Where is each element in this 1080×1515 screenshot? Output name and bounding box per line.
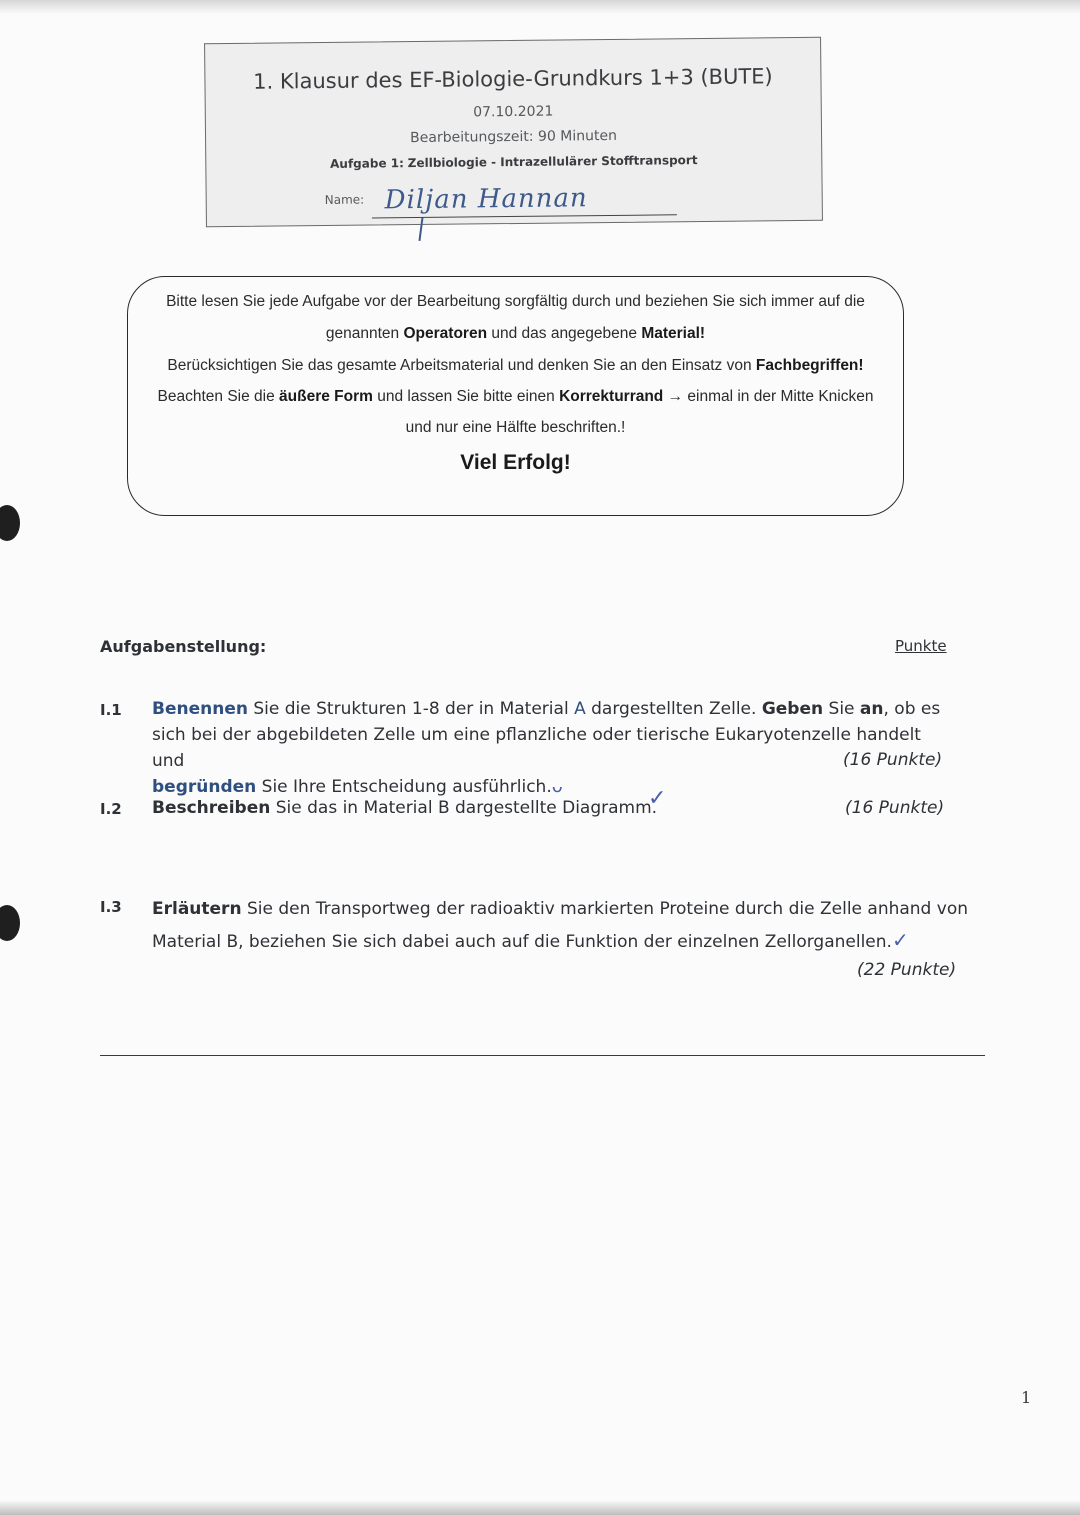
text: Berücksichtigen Sie das gesamte Arbeitsmaterial und denken Sie an den Einsatz von — [167, 357, 756, 374]
task-1-text — [152, 696, 952, 800]
instruction-line-2 — [128, 325, 903, 343]
page-edge-top — [0, 0, 1080, 14]
operator: Benennen — [152, 699, 248, 719]
check-mark-icon: ✓ — [648, 786, 667, 811]
handwritten-name: Diljan Hannan — [384, 183, 588, 216]
grader-hook-icon: ᴗ — [551, 776, 563, 797]
material-ref: A — [574, 699, 586, 719]
task-points: (16 Punkte) — [845, 798, 945, 818]
text: Sie — [823, 699, 860, 719]
text: dargestellten Zelle. — [585, 699, 762, 719]
text: und lassen Sie bitte einen — [372, 388, 560, 405]
exam-topic — [206, 152, 821, 172]
exam-header — [204, 37, 823, 227]
text: Sie den Transportweg der radioaktiv markierten Proteine durch die Zelle anhand von — [241, 899, 968, 919]
points-heading: Punkte — [895, 637, 947, 655]
task-points: (22 Punkte) — [857, 960, 957, 980]
operator: Geben — [761, 699, 824, 719]
instruction-line-5: und nur eine Hälfte beschriften.! — [405, 419, 626, 436]
operator: Beschreiben — [152, 798, 271, 818]
text: , ob es — [883, 699, 941, 719]
exam-date: 07.10.2021 — [473, 103, 554, 121]
task-points: (16 Punkte) — [843, 750, 943, 770]
exam-duration: Bearbeitungszeit: 90 Minuten — [410, 127, 618, 147]
instruction-line-1: Bitte lesen Sie jede Aufgabe vor der Bearbeitung sorgfältig durch und beziehen Sie sich immer auf die — [166, 293, 865, 310]
exam-title: 1. Klausur des EF-Biologie-Grundkurs 1+3 (BUTE) — [253, 64, 773, 94]
task-line — [152, 925, 1012, 958]
signature-stroke — [418, 217, 423, 241]
punch-hole-icon — [0, 905, 20, 941]
page-number: 1 — [1021, 1388, 1032, 1407]
emphasis-fachbegriffe: Fachbegriffen! — [755, 357, 864, 374]
text: Material B, beziehen Sie sich dabei auch auf die Funktion der einzelnen Zellorganellen. — [152, 932, 892, 952]
task-line — [152, 696, 952, 722]
task-number: I.3 — [100, 898, 122, 916]
instruction-line-4 — [128, 388, 903, 406]
instructions-box — [127, 276, 904, 516]
instruction-line-3 — [128, 357, 903, 375]
operator: begründen — [152, 777, 257, 797]
text: und das angegebene — [487, 325, 642, 342]
operator: Erläutern — [152, 899, 242, 919]
check-mark-icon: ✓ — [891, 928, 909, 952]
task-number: I.2 — [100, 800, 122, 818]
text: Sie die Strukturen 1-8 der in Material — [247, 699, 575, 719]
emphasis-operatoren: Operatoren — [403, 325, 488, 342]
divider — [100, 1055, 985, 1056]
text: Sie das in Material B dargestellte Diagramm. — [270, 798, 658, 818]
task-line — [152, 894, 1012, 925]
text: genannten — [325, 325, 404, 342]
task-line: sich bei der abgebildeten Zelle um eine pflanzliche oder tierische Eukaryotenzelle handelt und — [152, 725, 921, 771]
text: Sie Ihre Entscheidung ausführlich. — [256, 777, 552, 797]
emphasis-material: Material! — [641, 325, 706, 342]
task-2-text — [152, 795, 832, 821]
emphasis-korrekturrand: Korrekturrand — [559, 388, 664, 405]
task-number: I.1 — [100, 701, 122, 719]
task-label: Aufgabe 1: — [330, 156, 404, 171]
punch-hole-icon — [0, 505, 20, 541]
operator: an — [859, 699, 884, 719]
page-edge-bottom — [0, 1500, 1080, 1515]
emphasis-form: äußere Form — [279, 388, 373, 405]
text: Beachten Sie die — [157, 388, 280, 405]
task-title: Zellbiologie - Intrazellulärer Stofftransport — [407, 153, 698, 171]
closing-wish: Viel Erfolg! — [460, 451, 571, 474]
text: → einmal in der Mitte Knicken — [663, 388, 874, 405]
tasks-heading: Aufgabenstellung: — [100, 637, 267, 656]
name-label: Name: — [324, 192, 365, 207]
task-3-text — [152, 894, 1012, 958]
